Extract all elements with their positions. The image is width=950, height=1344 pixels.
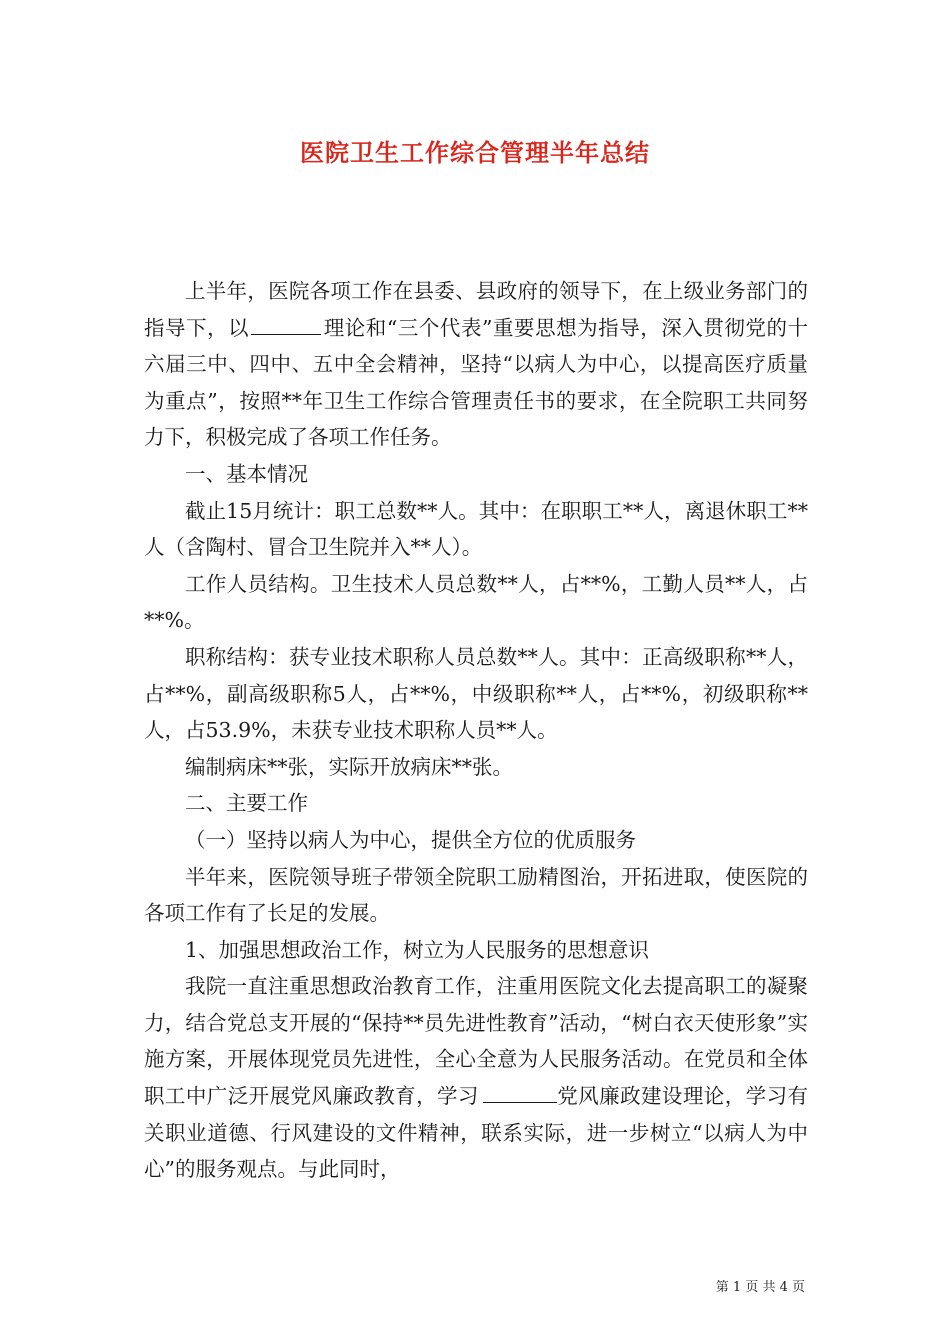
document-body (144, 273, 808, 1188)
subsection-heading-patient-centered: （一）坚持以病人为中心，提供全方位的优质服务 (185, 827, 636, 852)
paragraph-intro (144, 273, 808, 456)
page-indicator: 第 1 页 共 4 页 (715, 1280, 805, 1295)
political-text-start: 我院一直注重思想政治教育工作，注重用医院文化去提高职工的凝聚力，结合党总支开展的“保持**员先进性教育”活动，“树白衣天使形象”实施方案，开展体现党员先进性，全心全意为人民服务活动。在党员和全体职工中广泛开展党风廉政教育，学习 (144, 974, 808, 1109)
paragraph-staff-count: 截止15月统计：职工总数**人。其中：在职职工**人，离退休职工**人（含陶村、冒合卫生院并入**人）。 (144, 498, 808, 560)
paragraph-political-education (144, 968, 808, 1188)
paragraph-beds: 编制病床**张，实际开放病床**张。 (185, 754, 513, 779)
page-title: 医院卫生工作综合管理半年总结 (300, 138, 650, 167)
subsection-heading-political-work: 1、加强思想政治工作，树立为人民服务的思想意识 (185, 937, 650, 962)
fill-blank (251, 312, 321, 335)
paragraph-title-structure: 职称结构：获专业技术职称人员总数**人。其中：正高级职称**人，占**%，副高级职称5人，占**%，中级职称**人，占**%，初级职称**人，占53.9%，未获专业技术职称人员**人。 (144, 644, 808, 743)
political-text-end: 党风廉政建设理论，学习有关职业道德、行风建设的文件精神，联系实际，进一步树立“以病人为中心”的服务观点。与此同时， (144, 1084, 809, 1182)
intro-text-start: 上半年，医院各项工作在县委、县政府的领导下，在上级业务部门的指导下，以 (144, 279, 808, 340)
paragraph-staff-structure: 工作人员结构。卫生技术人员总数**人，占**%，工勤人员**人，占**%。 (144, 571, 808, 633)
section-heading-basic-info: 一、基本情况 (185, 461, 308, 486)
fill-blank (483, 1081, 535, 1104)
section-heading-main-work: 二、主要工作 (185, 791, 308, 816)
paragraph-leadership: 半年来，医院领导班子带领全院职工励精图治，开拓进取，使医院的各项工作有了长足的发展。 (144, 864, 808, 926)
fill-blank (535, 1081, 557, 1104)
intro-text-end: 理论和“三个代表”重要思想为指导，深入贯彻党的十六届三中、四中、五中全会精神，坚持“以病人为中心，以提高医疗质量为重点”，按照**年卫生工作综合管理责任书的要求，在全院职工共同努力下，积极完成了各项工作任务。 (144, 315, 809, 450)
